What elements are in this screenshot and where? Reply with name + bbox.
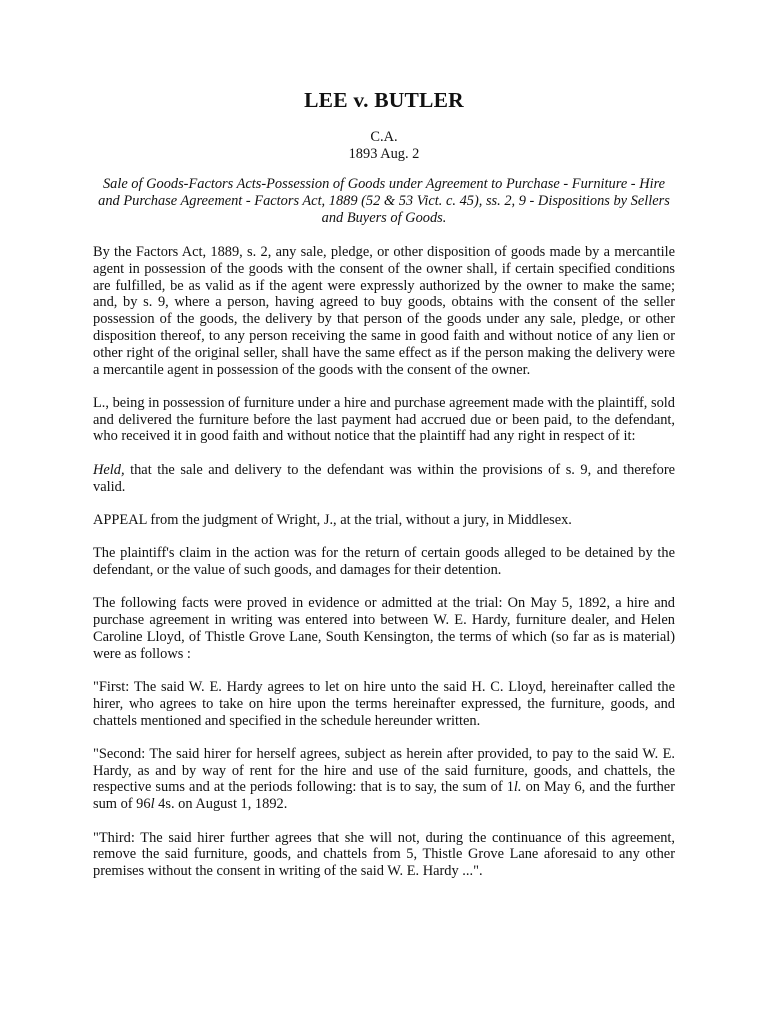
second-clause-text-a: "Second: The said hirer for herself agrees, subject as herein after provided, to pay to the said W. E. Hardy, as and by way of rent for the hire and use of the said furniture, goods, and chattels, the respective sums and at the periods following: that is to say, the sum of 1 <box>93 745 675 796</box>
decision-date: 1893 Aug. 2 <box>348 146 420 162</box>
case-title: LEE v. BUTLER <box>304 88 464 112</box>
held-paragraph <box>93 462 675 496</box>
appeal-paragraph: APPEAL from the judgment of Wright, J., at the trial, without a jury, in Middlesex. <box>93 511 572 528</box>
headnote-paragraph-1: By the Factors Act, 1889, s. 2, any sale, pledge, or other disposition of goods made by a mercantile agent in possession of the goods with the consent of the owner shall, if certain specified conditions are fulfilled, be as valid as if the agent were expressly authorized by the owner to make the same; and, by s. 9, where a person, having agreed to buy goods, obtains with the consent of the seller possession of the goods, the delivery by that person of the goods under any sale, pledge, or other disposition thereof, to any person receiving the same in good faith and without notice of any lien or other right of the original seller, shall have the same effect as if the person making the delivery were a mercantile agent in possession of the goods with the consent of the owner. <box>93 244 675 378</box>
held-label: Held, <box>93 461 125 478</box>
agreement-first-clause: "First: The said W. E. Hardy agrees to let on hire unto the said H. C. Lloyd, hereinafter called the hirer, who agrees to take on hire upon the terms hereinafter expressed, the furniture, goods, and chattels mentioned and specified in the schedule hereunder written. <box>93 678 675 729</box>
held-text: that the sale and delivery to the defendant was within the provisions of s. 9, and therefore valid. <box>93 461 675 495</box>
pound-sign-1: l. <box>513 779 522 796</box>
second-clause-text-c: 4s. on August 1, 1892. <box>154 796 288 813</box>
headnote-paragraph-2: L., being in possession of furniture under a hire and purchase agreement made with the plaintiff, sold and delivered the furniture before the last payment had accrued due or been paid, to the defendant, who received it in good faith and without notice that the plaintiff had any right in respect of it: <box>93 394 675 445</box>
court: C.A. <box>370 129 398 145</box>
pound-sign-2: l <box>150 796 155 813</box>
agreement-third-clause: "Third: The said hirer further agrees that she will not, during the continuance of this agreement, remove the said furniture, goods, and chattels from 5, Thistle Grove Lane aforesaid to any other premises without the consent in writing of the said W. E. Hardy ...". <box>93 829 675 880</box>
catchwords: Sale of Goods-Factors Acts-Possession of Goods under Agreement to Purchase - Furniture - Hire and Purchase Agreement - Factors Act, 1889 (52 & 53 Vict. c. 45), ss. 2, 9 - Dispositions by Sellers and Buyers of Goods. <box>98 176 670 226</box>
facts-paragraph: The following facts were proved in evidence or admitted at the trial: On May 5, 1892, a hire and purchase agreement in writing was entered into between W. E. Hardy, furniture dealer, and Helen Caroline Lloyd, of Thistle Grove Lane, South Kensington, the terms of which (so far as is material) were as follows : <box>93 595 675 662</box>
second-clause-text-b: on May 6, and the further sum of 96 <box>93 779 675 813</box>
agreement-second-clause <box>93 746 675 813</box>
claim-paragraph: The plaintiff's claim in the action was for the return of certain goods alleged to be detained by the defendant, or the value of such goods, and damages for their detention. <box>93 545 675 578</box>
